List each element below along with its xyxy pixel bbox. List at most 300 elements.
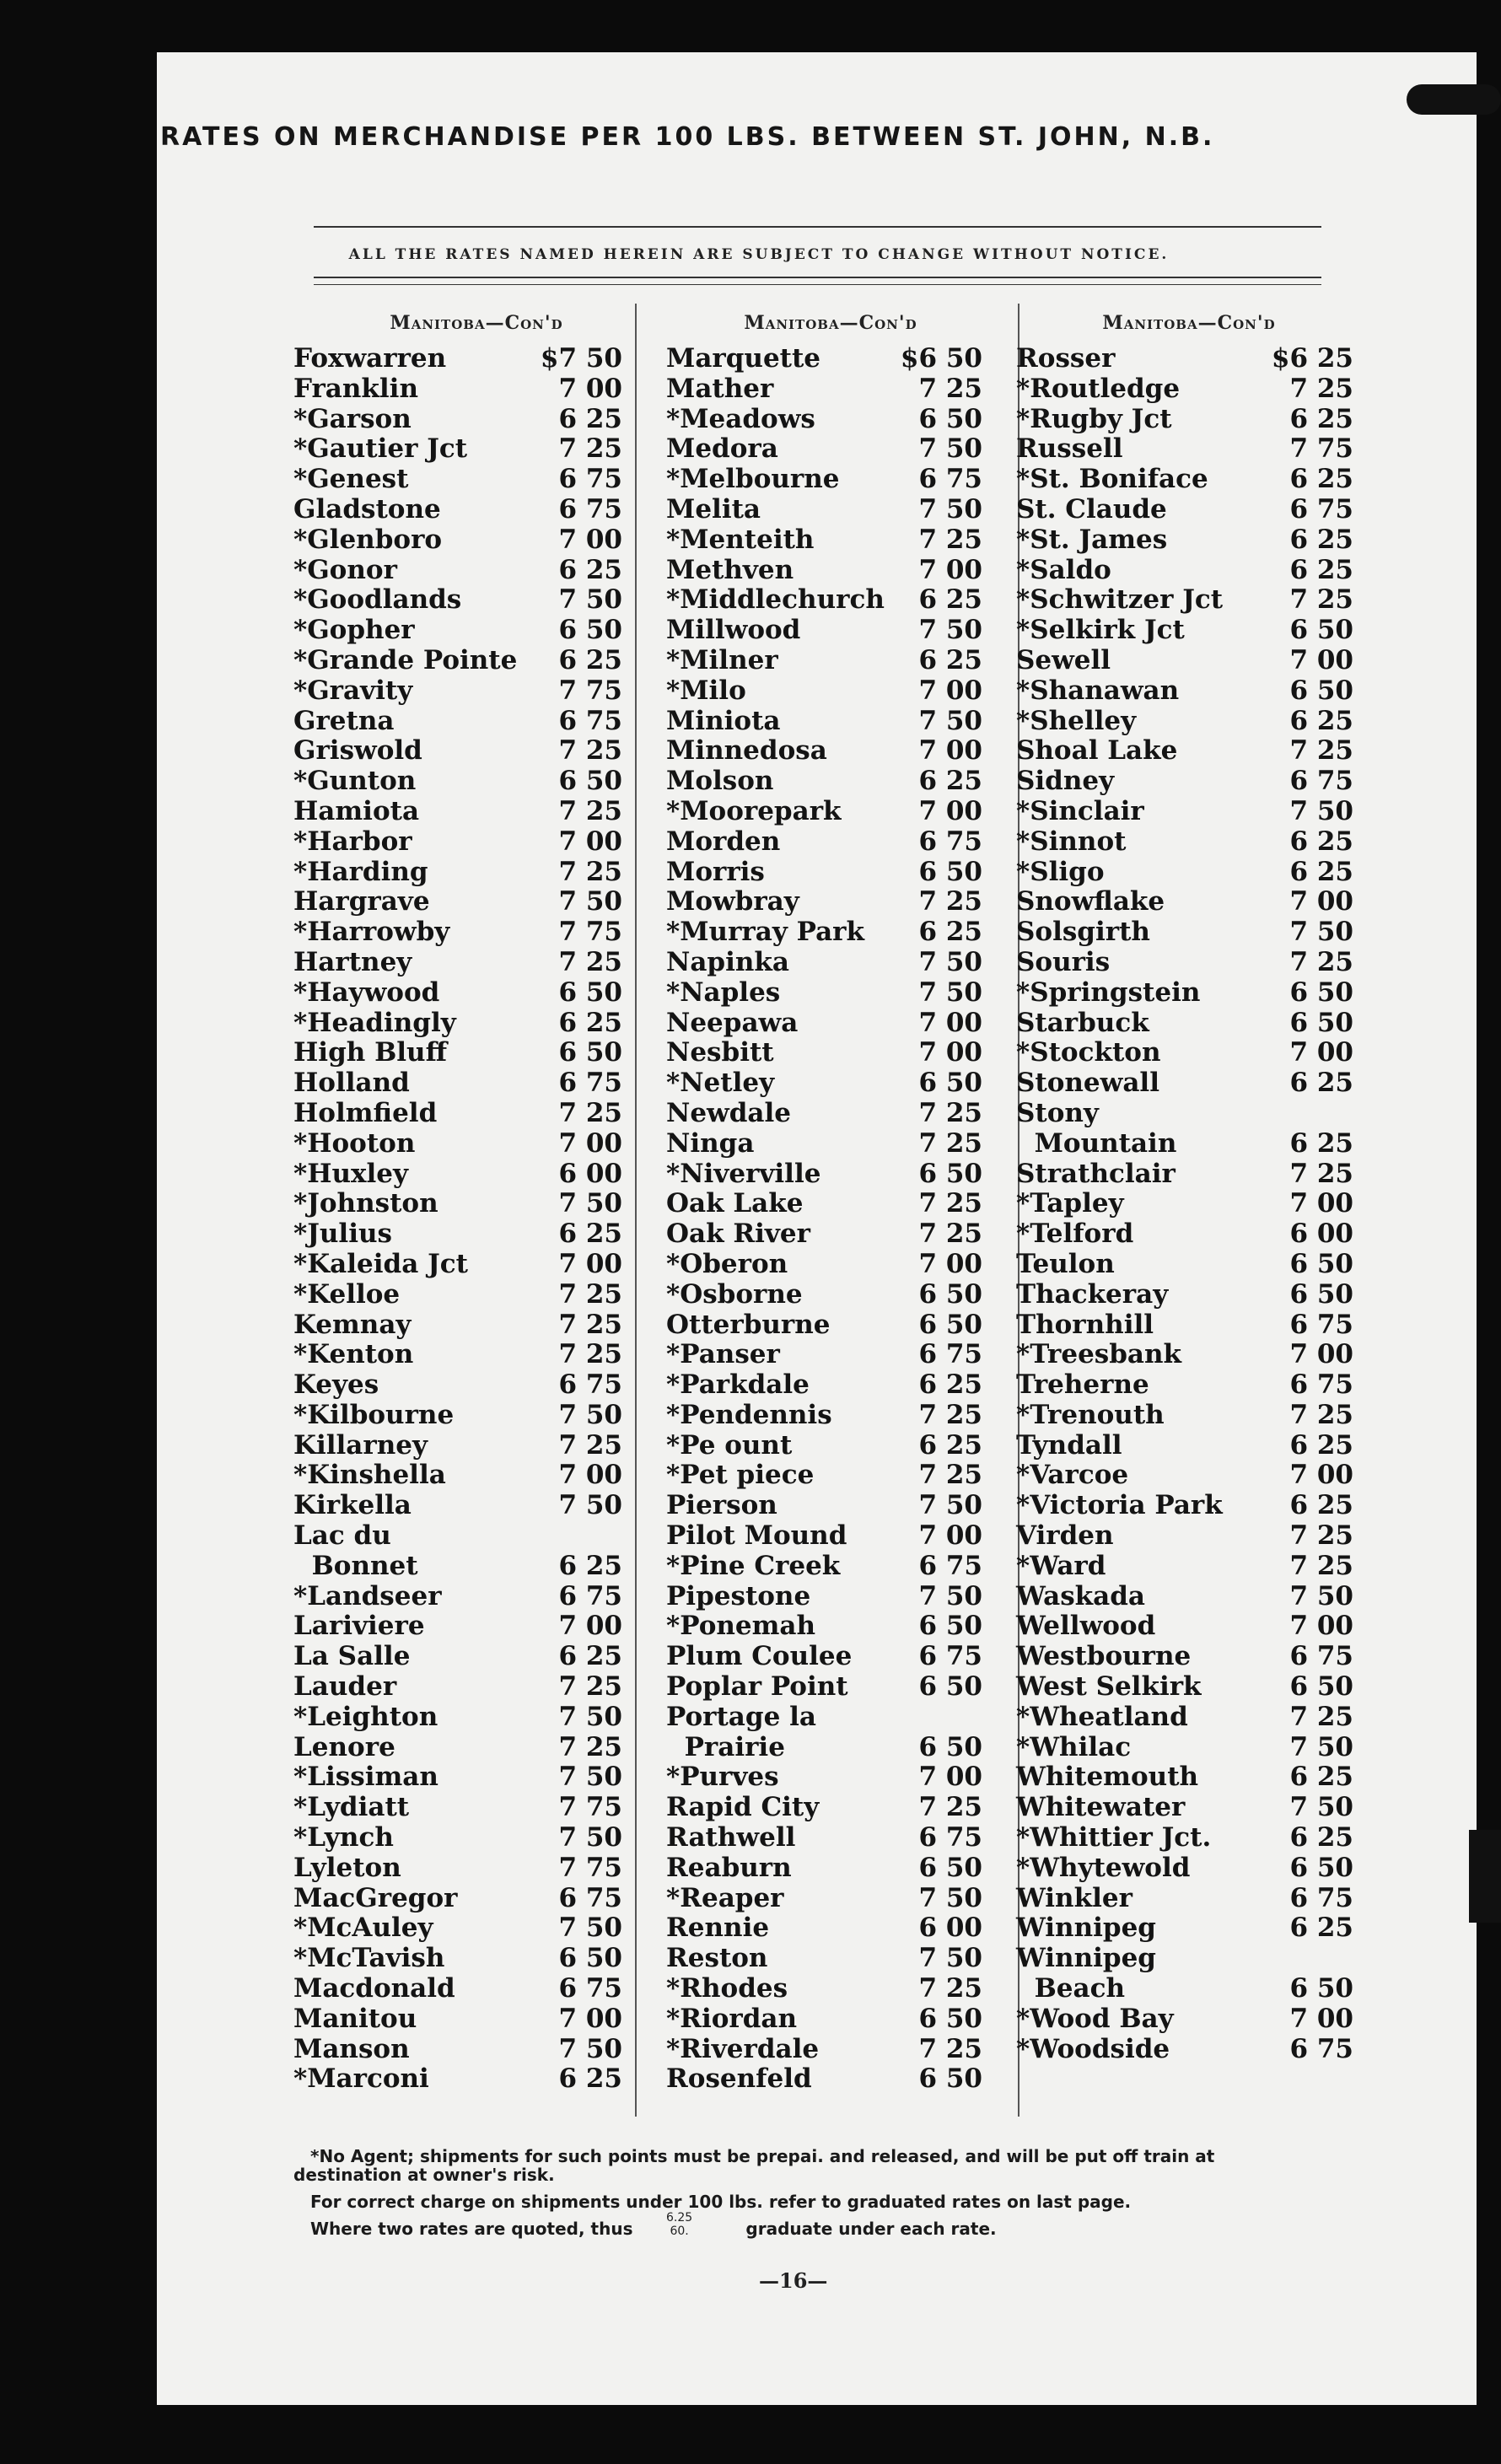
table-row: [666, 1431, 995, 1461]
station-name: Winnipeg: [1016, 1943, 1156, 1974]
table-row: [666, 1310, 995, 1341]
table-row: [293, 1461, 635, 1491]
table-row: [1016, 1913, 1353, 1944]
station-name: Russell: [1016, 433, 1123, 465]
station-name: Hamiota: [293, 795, 420, 826]
table-row: [666, 1853, 995, 1884]
station-name: Kirkella: [293, 1490, 412, 1521]
rate-value: 6 50: [558, 976, 622, 1008]
table-row: [666, 1823, 995, 1853]
rate-value: 7 25: [918, 1219, 982, 1250]
rate-value: 6 25: [918, 644, 982, 675]
table-row: [666, 917, 995, 948]
table-row: [666, 1793, 995, 1823]
table-row: [1016, 1974, 1353, 2004]
station-name: *McAuley: [293, 1913, 433, 1944]
station-name: *Riverdale: [666, 2033, 820, 2064]
station-name: *Haywood: [293, 976, 440, 1008]
station-name: *Whilac: [1016, 1731, 1132, 1762]
rate-value: 6 25: [918, 917, 982, 948]
rate-value: 7 00: [558, 826, 622, 857]
station-name: *Kilbourne: [293, 1399, 455, 1430]
station-name: Holland: [293, 1068, 410, 1099]
footnote-line: *No Agent; shipments for such points must be prepai. and released, and will be put off train at: [310, 2146, 1215, 2166]
table-row: [1016, 707, 1353, 737]
table-row: [666, 2064, 995, 2095]
table-row: [293, 405, 635, 435]
rate-value: 6 75: [1289, 2033, 1353, 2064]
table-row: [293, 1582, 635, 1612]
table-row: [1016, 1491, 1353, 1521]
rate-value: 7 50: [918, 615, 982, 646]
station-name: *Victoria Park: [1016, 1490, 1223, 1521]
rate-value: 7 25: [918, 1460, 982, 1491]
table-row: [1016, 736, 1353, 767]
rate-value: 7 00: [1289, 644, 1353, 675]
station-name: *Naples: [666, 976, 781, 1008]
rate-value: 6 25: [558, 1219, 622, 1250]
station-name: Reaburn: [666, 1852, 792, 1883]
table-row: [293, 1642, 635, 1672]
table-row: [666, 1009, 995, 1039]
table-row: [293, 767, 635, 797]
rate-value: 7 00: [1289, 886, 1353, 917]
station-name: *Harbor: [293, 826, 412, 857]
rate-value: 7 50: [558, 1762, 622, 1793]
station-name: *Varcoe: [1016, 1460, 1129, 1491]
station-name: *Shelley: [1016, 705, 1137, 736]
rate-value: 7 25: [558, 1278, 622, 1310]
rate-value: 7 25: [918, 2033, 982, 2064]
station-name: Foxwarren: [293, 343, 447, 374]
station-name: Treherne: [1016, 1369, 1149, 1401]
rate-value: 6 25: [558, 1641, 622, 1672]
table-row: [1016, 525, 1353, 556]
footnote-graduated: For correct charge on shipments under 100 lbs. refer to graduated rates on last page.: [310, 2192, 1132, 2212]
station-name: La Salle: [293, 1641, 411, 1672]
rate-value: 6 25: [558, 1550, 622, 1581]
station-name: *Riordan: [666, 2003, 798, 2034]
table-row: [293, 646, 635, 676]
rate-value: 6 50: [1289, 1671, 1353, 1703]
station-name: Poplar Point: [666, 1671, 848, 1703]
table-row: [1016, 434, 1353, 465]
station-name: *Middlechurch: [666, 584, 885, 616]
table-row: [666, 2035, 995, 2065]
rate-value: 6 25: [558, 2063, 622, 2095]
rate-value: 6 75: [918, 1339, 982, 1370]
table-row: [293, 827, 635, 858]
table-row: [666, 585, 995, 616]
footnote-no-agent: [293, 2146, 1339, 2185]
table-row: [1016, 556, 1353, 586]
station-name: *Sligo: [1016, 856, 1105, 887]
station-name: *Gautier Jct: [293, 433, 468, 465]
rate-value: 7 25: [558, 1429, 622, 1461]
table-row: [293, 1401, 635, 1431]
station-name: *Pine Creek: [666, 1550, 841, 1581]
table-row: [1016, 948, 1353, 978]
table-row: [1016, 1521, 1353, 1552]
table-row: [666, 1401, 995, 1431]
rate-value: 6 75: [558, 464, 622, 495]
table-row: [1016, 1884, 1353, 1914]
station-name: *Ponemah: [666, 1611, 816, 1642]
rate-value: 6 25: [1289, 1762, 1353, 1793]
table-row: [666, 405, 995, 435]
table-row: [1016, 767, 1353, 797]
station-name: Tyndall: [1016, 1429, 1122, 1461]
footnote-line: destination at owner's risk.: [293, 2165, 555, 2185]
table-row: [293, 736, 635, 767]
rate-value: 6 25: [1289, 1429, 1353, 1461]
table-row: [293, 1009, 635, 1039]
rate-value: 7 75: [558, 917, 622, 948]
table-row: [1016, 1129, 1353, 1159]
table-row: [293, 1189, 635, 1219]
table-row: [666, 344, 995, 374]
table-row: [666, 1913, 995, 1944]
station-name: *Goodlands: [293, 584, 462, 616]
rate-value: 6 25: [1289, 1068, 1353, 1099]
station-name: *Panser: [666, 1339, 780, 1370]
table-row: [293, 1672, 635, 1703]
rate-value: $6 50: [900, 343, 982, 374]
rate-value: 6 25: [918, 766, 982, 797]
table-row: [293, 858, 635, 888]
rate-value: 6 25: [1289, 403, 1353, 434]
station-name: Lariviere: [293, 1611, 425, 1642]
rate-value: 7 25: [1289, 1701, 1353, 1732]
rate-value: 6 75: [1289, 1882, 1353, 1913]
rate-value: 7 50: [558, 886, 622, 917]
rate-value: 7 25: [918, 1399, 982, 1430]
table-row: [293, 1250, 635, 1280]
station-name: Ninga: [666, 1127, 755, 1159]
rate-value: 6 75: [1289, 766, 1353, 797]
station-name: Medora: [666, 433, 778, 465]
rate-value: 7 00: [1289, 1339, 1353, 1370]
rate-value: 6 75: [1289, 493, 1353, 525]
station-name: Teulon: [1016, 1248, 1115, 1279]
station-name: Killarney: [293, 1429, 428, 1461]
rate-value: 7 00: [1289, 1611, 1353, 1642]
rate-value: 6 75: [558, 1369, 622, 1401]
station-name: Solsgirth: [1016, 917, 1150, 948]
station-name: Molson: [666, 766, 774, 797]
rate-value: 7 50: [1289, 917, 1353, 948]
table-row: [293, 525, 635, 556]
table-row: [666, 707, 995, 737]
table-row: [666, 736, 995, 767]
station-name: Rosenfeld: [666, 2063, 812, 2095]
rate-value: 6 25: [1289, 554, 1353, 585]
table-row: [293, 707, 635, 737]
table-row: [1016, 1189, 1353, 1219]
table-row: [293, 1552, 635, 1582]
station-name: *Osborne: [666, 1278, 803, 1310]
rate-value: 6 25: [558, 554, 622, 585]
station-name: Bonnet: [293, 1550, 418, 1581]
table-row: [1016, 1762, 1353, 1793]
table-row: [666, 827, 995, 858]
rate-value: 6 50: [918, 856, 982, 887]
footnote-text: Where two rates are quoted, thus: [310, 2219, 633, 2239]
table-row: [666, 646, 995, 676]
rate-value: 6 50: [918, 1158, 982, 1189]
table-row: [666, 858, 995, 888]
station-name: *Wood Bay: [1016, 2003, 1174, 2034]
table-row: [666, 556, 995, 586]
rate-value: 6 50: [558, 1037, 622, 1068]
rate-value: 6 50: [918, 1309, 982, 1340]
table-row: [1016, 585, 1353, 616]
rate-value: 6 25: [1289, 1127, 1353, 1159]
table-row: [1016, 1370, 1353, 1401]
rate-value: 7 00: [558, 1460, 622, 1491]
table-row: [666, 1099, 995, 1129]
rate-value: 7 25: [1289, 735, 1353, 767]
station-name: *Johnston: [293, 1188, 438, 1219]
table-row: [293, 1703, 635, 1733]
table-row: [293, 2035, 635, 2065]
rate-value: 7 25: [918, 373, 982, 404]
station-name: *Pendennis: [666, 1399, 832, 1430]
table-row: [666, 1552, 995, 1582]
table-row: [666, 1611, 995, 1642]
table-row: [293, 917, 635, 948]
rate-value: 6 25: [1289, 856, 1353, 887]
station-name: *Whittier Jct.: [1016, 1822, 1212, 1853]
station-name: *Rhodes: [666, 1973, 788, 2004]
table-row: [293, 2004, 635, 2035]
station-name: *Gunton: [293, 766, 417, 797]
rate-value: 6 00: [558, 1158, 622, 1189]
rate-value: 7 00: [918, 1037, 982, 1068]
rate-value: 6 75: [558, 1068, 622, 1099]
table-row: [1016, 858, 1353, 888]
table-row: [1016, 1310, 1353, 1341]
station-name: *Springstein: [1016, 976, 1201, 1008]
station-name: Minnedosa: [666, 735, 827, 767]
station-name: *Kelloe: [293, 1278, 401, 1310]
station-name: *McTavish: [293, 1943, 445, 1974]
table-row: [293, 1068, 635, 1099]
rate-value: 7 00: [918, 675, 982, 706]
station-name: Stony: [1016, 1097, 1099, 1128]
station-name: Nesbitt: [666, 1037, 774, 1068]
rate-value: 7 00: [558, 1127, 622, 1159]
station-name: Strathclair: [1016, 1158, 1176, 1189]
rate-value: 7 25: [918, 886, 982, 917]
station-name: Rapid City: [666, 1792, 820, 1823]
table-row: [666, 1068, 995, 1099]
rate-value: 7 25: [1289, 1520, 1353, 1552]
table-row: [666, 1370, 995, 1401]
grad-bottom: 60.: [670, 2225, 689, 2238]
rate-value: 7 00: [558, 373, 622, 404]
rate-value: 6 25: [1289, 1822, 1353, 1853]
table-row: [666, 374, 995, 405]
table-row: [293, 1370, 635, 1401]
station-name: Sewell: [1016, 644, 1111, 675]
rate-value: 7 25: [558, 946, 622, 977]
rate-value: 6 50: [558, 766, 622, 797]
rate-value: 7 25: [558, 856, 622, 887]
table-row: [666, 1340, 995, 1370]
table-row: [666, 2004, 995, 2035]
station-name: Napinka: [666, 946, 789, 977]
table-row: [666, 525, 995, 556]
grad-top: 6.25: [666, 2211, 693, 2225]
rate-value: 6 75: [918, 826, 982, 857]
table-row: [293, 1823, 635, 1853]
station-name: *Milo: [666, 675, 746, 706]
page-number: —16—: [759, 2268, 828, 2293]
rate-value: 6 25: [1289, 826, 1353, 857]
table-row: [666, 616, 995, 646]
table-row: [1016, 1219, 1353, 1250]
table-row: [666, 465, 995, 495]
station-name: Rosser: [1016, 343, 1116, 374]
table-row: [666, 1250, 995, 1280]
rate-value: 7 00: [1289, 1037, 1353, 1068]
station-name: *Purves: [666, 1762, 779, 1793]
table-row: [1016, 1280, 1353, 1310]
rate-value: 7 25: [918, 1792, 982, 1823]
station-name: *Stockton: [1016, 1037, 1161, 1068]
rate-value: 6 25: [918, 1429, 982, 1461]
rate-value: 6 75: [1289, 1369, 1353, 1401]
rate-value: 7 50: [1289, 795, 1353, 826]
station-name: MacGregor: [293, 1882, 458, 1913]
rate-value: 6 25: [918, 1369, 982, 1401]
table-row: [1016, 1733, 1353, 1763]
station-name: *Kenton: [293, 1339, 414, 1370]
table-row: [1016, 2035, 1353, 2065]
station-name: Manitou: [293, 2003, 417, 2034]
station-name: Lenore: [293, 1731, 395, 1762]
station-name: *Melbourne: [666, 464, 840, 495]
station-name: *Saldo: [1016, 554, 1111, 585]
station-name: Hartney: [293, 946, 412, 977]
table-row: [666, 1491, 995, 1521]
station-name: Morden: [666, 826, 781, 857]
rate-value: 7 25: [1289, 584, 1353, 616]
column-heading: Manitoba—Con'd: [744, 312, 917, 334]
station-name: High Bluff: [293, 1037, 448, 1068]
rate-value: 6 25: [558, 1007, 622, 1038]
table-row: [293, 1521, 635, 1552]
table-row: [1016, 1431, 1353, 1461]
table-row: [293, 676, 635, 707]
table-row: [293, 556, 635, 586]
station-name: Prairie: [666, 1731, 785, 1762]
station-name: *Sinclair: [1016, 795, 1144, 826]
rate-value: 7 75: [1289, 433, 1353, 465]
table-row: [293, 1159, 635, 1190]
table-row: [293, 374, 635, 405]
station-name: *Schwitzer Jct: [1016, 584, 1224, 616]
station-name: *Gravity: [293, 675, 413, 706]
table-row: [293, 1793, 635, 1823]
station-name: *Treesbank: [1016, 1339, 1182, 1370]
station-name: Keyes: [293, 1369, 379, 1401]
rate-value: 7 00: [918, 735, 982, 767]
station-name: Whitewater: [1016, 1792, 1186, 1823]
rate-value: 7 50: [558, 1188, 622, 1219]
rate-value: 7 50: [558, 2033, 622, 2064]
station-name: *Lydiatt: [293, 1792, 410, 1823]
table-row: [666, 495, 995, 525]
table-row: [293, 1611, 635, 1642]
table-row: [293, 797, 635, 827]
table-row: [293, 344, 635, 374]
station-name: *Marconi: [293, 2063, 429, 2095]
station-name: *Wheatland: [1016, 1701, 1188, 1732]
table-row: [666, 1884, 995, 1914]
rate-value: 7 00: [558, 524, 622, 555]
rate-value: 7 00: [558, 1611, 622, 1642]
table-row: [666, 676, 995, 707]
table-row: [666, 1521, 995, 1552]
table-row: [666, 1582, 995, 1612]
table-row: [1016, 465, 1353, 495]
rate-value: 6 50: [918, 2003, 982, 2034]
rate-value: 6 50: [918, 1278, 982, 1310]
table-row: [1016, 1009, 1353, 1039]
station-name: *Milner: [666, 644, 778, 675]
column-divider: [635, 304, 637, 2117]
station-name: *Landseer: [293, 1580, 442, 1611]
table-row: [293, 2064, 635, 2095]
rate-value: 7 25: [558, 1671, 622, 1703]
station-name: Melita: [666, 493, 761, 525]
table-row: [293, 1038, 635, 1068]
station-name: Plum Coulee: [666, 1641, 853, 1672]
station-name: Gretna: [293, 705, 395, 736]
rate-value: 7 75: [558, 675, 622, 706]
table-row: [1016, 616, 1353, 646]
rate-value: 7 50: [558, 1490, 622, 1521]
station-name: *Hooton: [293, 1127, 416, 1159]
rate-value: 6 75: [918, 1550, 982, 1581]
station-name: *Reaper: [666, 1882, 784, 1913]
rate-value: 7 50: [918, 705, 982, 736]
table-row: [1016, 1853, 1353, 1884]
table-row: [293, 1884, 635, 1914]
table-row: [666, 1219, 995, 1250]
station-name: *Pet piece: [666, 1460, 815, 1491]
station-name: *Glenboro: [293, 524, 443, 555]
table-row: [666, 1189, 995, 1219]
station-name: Gladstone: [293, 493, 441, 525]
column-heading: Manitoba—Con'd: [390, 312, 563, 334]
rate-value: 7 25: [558, 433, 622, 465]
table-row: [666, 1129, 995, 1159]
rate-value: 7 00: [918, 1762, 982, 1793]
rate-value: 7 50: [918, 976, 982, 1008]
rate-value: 6 75: [558, 705, 622, 736]
rate-value: 7 50: [558, 1701, 622, 1732]
rate-value: 6 75: [1289, 1641, 1353, 1672]
table-row: [293, 434, 635, 465]
rate-value: 6 50: [1289, 976, 1353, 1008]
rate-value: 7 25: [1289, 1550, 1353, 1581]
station-name: Whitemouth: [1016, 1762, 1199, 1793]
station-name: Winnipeg: [1016, 1913, 1156, 1944]
station-name: Winkler: [1016, 1882, 1132, 1913]
